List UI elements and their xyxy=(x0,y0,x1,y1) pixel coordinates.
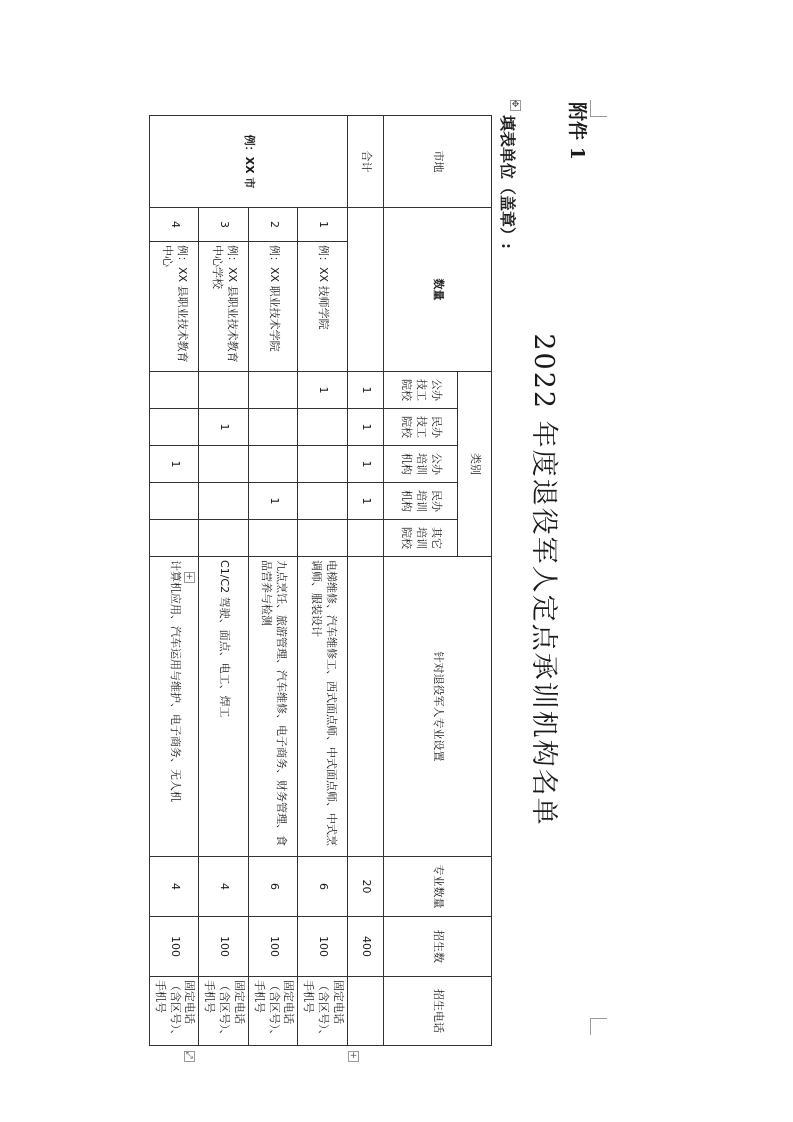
table-row xyxy=(298,116,348,1046)
major-count-cell: 6 xyxy=(298,857,348,917)
institution-name: 例：XX 县职业技术教育中心 xyxy=(149,242,199,372)
total-public-training: 1 xyxy=(348,446,384,483)
enrollment-cell: 100 xyxy=(248,917,298,977)
header-count: 数量 xyxy=(384,208,492,372)
enrollment-cell: 100 xyxy=(298,917,348,977)
header-private-school: 民办技工院校 xyxy=(384,409,458,446)
cell-private-training: 1 xyxy=(248,483,298,520)
table-row xyxy=(199,116,249,1046)
table-row xyxy=(248,116,298,1046)
phone-cell: 固定电话（含区号）、手机号 xyxy=(199,977,249,1046)
row-no: 2 xyxy=(248,208,298,242)
phone-cell: 固定电话（含区号）、手机号 xyxy=(149,977,199,1046)
enrollment-cell: 100 xyxy=(199,917,249,977)
cell-private-school xyxy=(298,409,348,446)
total-private-training: 1 xyxy=(348,483,384,520)
cell-public-training xyxy=(298,446,348,483)
phone-cell: 固定电话（含区号）、手机号 xyxy=(248,977,298,1046)
table-row xyxy=(149,116,199,1046)
total-public-school: 1 xyxy=(348,372,384,409)
training-institution-table xyxy=(149,115,492,1046)
cell-other xyxy=(149,520,199,557)
header-category: 类别 xyxy=(458,372,492,557)
majors-cell: 九点烹饪、旅游管理、汽车维修、电子商务、财务管理、食品营养与检测 xyxy=(248,557,298,857)
total-enrollment: 400 xyxy=(348,917,384,977)
total-row xyxy=(348,116,384,1046)
add-row-icon[interactable]: + xyxy=(185,572,194,582)
cell-other xyxy=(298,520,348,557)
header-majors: 针对退役军人专业设置 xyxy=(384,557,492,857)
add-column-icon[interactable]: + xyxy=(349,1051,358,1061)
cell-public-school xyxy=(199,372,249,409)
majors-cell: 计算机应用、汽车运用与维护、电子商务、无人机 xyxy=(149,557,199,857)
header-public-school: 公办技工院校 xyxy=(384,372,458,409)
institution-name: 例：XX 县职业技术教育中心学校 xyxy=(199,242,249,372)
cell-public-training xyxy=(248,446,298,483)
cell-other xyxy=(248,520,298,557)
cell-other xyxy=(199,520,249,557)
cell-public-training: 1 xyxy=(149,446,199,483)
attachment-label: 附件 1 xyxy=(566,102,588,160)
institution-name: 例：XX 技师学院 xyxy=(298,242,348,372)
cell-public-school xyxy=(248,372,298,409)
header-row-1 xyxy=(458,116,492,1046)
header-other: 其它培训院校 xyxy=(384,520,458,557)
phone-cell: 固定电话（含区号）、手机号 xyxy=(298,977,348,1046)
cell-private-school xyxy=(149,409,199,446)
total-private-school: 1 xyxy=(348,409,384,446)
cell-private-training xyxy=(298,483,348,520)
header-enrollment: 招生数 xyxy=(384,917,492,977)
major-count-cell: 4 xyxy=(149,857,199,917)
header-private-training: 民办培训机构 xyxy=(384,483,458,520)
total-major-count: 20 xyxy=(348,857,384,917)
major-count-cell: 6 xyxy=(248,857,298,917)
document-title: 2022 年度退役军人定点承训机构名单 xyxy=(528,333,559,827)
majors-cell: 电梯维修、汽车维修工、西式面点师、中式面点师、中式烹调师、服装设计 xyxy=(298,557,348,857)
total-label: 合计 xyxy=(348,116,384,208)
major-count-cell: 4 xyxy=(199,857,249,917)
example-city: 例：XX 市 xyxy=(149,116,347,208)
table-move-handle-icon[interactable]: ✥ xyxy=(511,100,520,110)
row-no: 3 xyxy=(199,208,249,242)
row-no: 4 xyxy=(149,208,199,242)
cell-private-school: 1 xyxy=(199,409,249,446)
row-no: 1 xyxy=(298,208,348,242)
enrollment-cell: 100 xyxy=(149,917,199,977)
cell-private-training xyxy=(199,483,249,520)
header-major-count: 专业数量 xyxy=(384,857,492,917)
cell-public-training xyxy=(199,446,249,483)
cell-public-school xyxy=(149,372,199,409)
majors-cell: C1/C2 驾驶、面点、电工、焊工 xyxy=(199,557,249,857)
rotated-document xyxy=(153,80,600,1080)
table-resize-handle-icon[interactable]: ⤡ xyxy=(185,1051,194,1061)
institution-name: 例：XX 职业技术学院 xyxy=(248,242,298,372)
cell-private-school xyxy=(248,409,298,446)
header-public-training: 公办培训机构 xyxy=(384,446,458,483)
cell-public-school: 1 xyxy=(298,372,348,409)
header-city: 市地 xyxy=(384,116,492,208)
fill-unit-label: 填表单位（盖章）: xyxy=(498,115,517,249)
header-phone: 招生电话 xyxy=(384,977,492,1046)
cell-private-training xyxy=(149,483,199,520)
